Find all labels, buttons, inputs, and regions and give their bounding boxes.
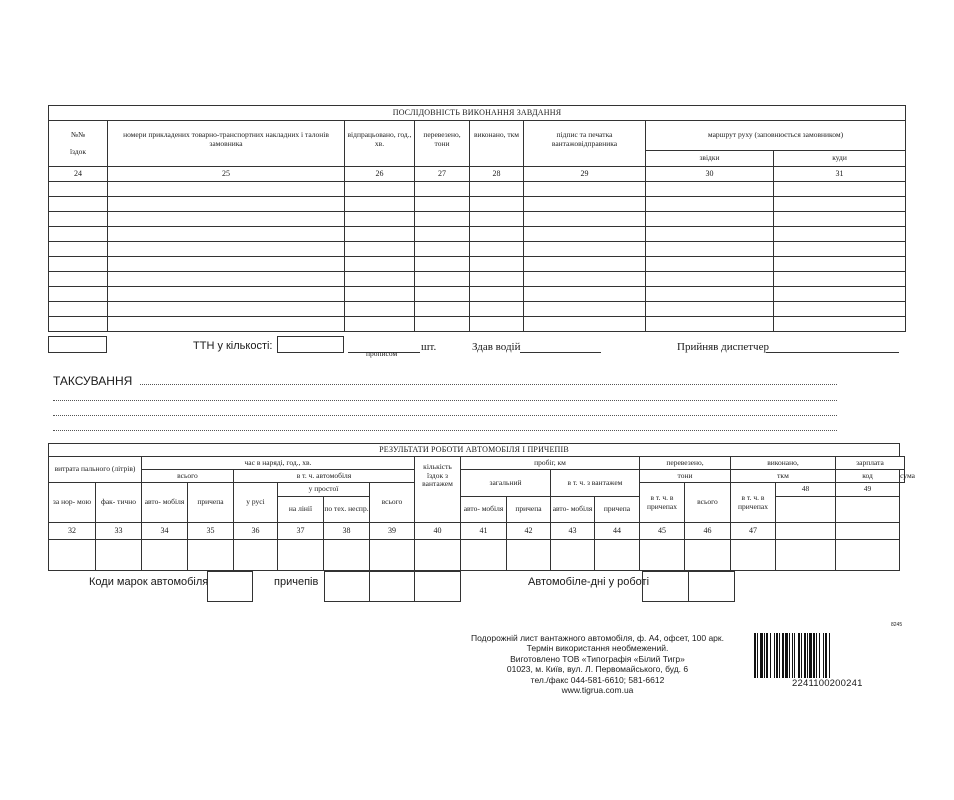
table-row[interactable] [49, 317, 906, 332]
table-row[interactable] [49, 227, 906, 242]
table-row[interactable] [49, 287, 906, 302]
col-number: 37 [278, 523, 324, 540]
col-number: 43 [551, 523, 595, 540]
col-number: 36 [234, 523, 278, 540]
table-row[interactable] [49, 302, 906, 317]
done-header: виконано, [731, 457, 836, 470]
footer-line-5: тел./факс 044-581-6610; 581-6612 [530, 674, 665, 685]
code-header: код [836, 470, 900, 483]
footer-line-2: Термін використання необмежений. [526, 643, 669, 654]
form-code: 8245 [891, 622, 903, 628]
incl-auto-header: в т. ч. автомобіля [234, 470, 415, 483]
ttn-pcs-label: шт. [421, 341, 437, 353]
taxation-line-1[interactable] [140, 384, 837, 385]
trips-loaded-header: кількість їздок з вантажем [415, 457, 461, 523]
col-trip-label-2: їздок [69, 146, 87, 156]
codes-label: Коди марок автомобіля [89, 576, 209, 588]
table-row[interactable] [49, 242, 906, 257]
table-row[interactable] [49, 272, 906, 287]
col-number: 44 [595, 523, 640, 540]
fuel-header: витрата пального (літрів) [49, 457, 142, 483]
col-trip-header [49, 121, 108, 167]
table-row[interactable] [49, 182, 906, 197]
general-mileage-header: загальний [461, 470, 551, 497]
col-number: 33 [96, 523, 142, 540]
task-sequence-table [48, 105, 906, 332]
days-box-2[interactable] [688, 571, 735, 602]
table-row[interactable] [49, 197, 906, 212]
time-auto-header: авто- мобіля [142, 483, 188, 523]
col-number: 30 [646, 167, 774, 182]
results-entry-row[interactable] [49, 540, 905, 571]
tech-header: по тех. неспр. [324, 497, 370, 523]
col-number: 29 [524, 167, 646, 182]
table-row[interactable] [49, 257, 906, 272]
tons-header: тони [640, 470, 731, 483]
col-number: 34 [142, 523, 188, 540]
salary-sum-cell[interactable] [836, 497, 900, 523]
barcode-number: 2241100200241 [792, 678, 863, 689]
col-number: 24 [49, 167, 108, 182]
moving-header: у русі [234, 483, 278, 523]
idle-header: у простої [278, 483, 370, 497]
col-signature-header: підпис та печатка вантажовідправника [524, 121, 646, 167]
col-transported-header: перевезено, тони [415, 121, 470, 167]
table-row[interactable] [49, 212, 906, 227]
salary-sum-number-cell[interactable] [836, 523, 900, 540]
col-from-header: звідки [646, 151, 774, 167]
col-number: 46 [685, 523, 731, 540]
ttn-label: ТТН у кількості: [193, 340, 273, 352]
tons-all-header: всього [370, 483, 415, 523]
col-done-header: виконано, ткм [470, 121, 524, 167]
trailer-code-box-2[interactable] [369, 571, 415, 602]
col-number: 41 [461, 523, 507, 540]
auto-code-box[interactable] [207, 571, 253, 602]
total-time-header: всього [142, 470, 234, 483]
loaded-trailer-header: причепа [595, 497, 640, 523]
col-number: 42 [507, 523, 551, 540]
tkm-header: ткм [731, 470, 836, 483]
transported-header: перевезено, [640, 457, 731, 470]
days-box-1[interactable] [642, 571, 689, 602]
dispatcher-label: Прийняв диспетчер [677, 341, 769, 353]
col-to-header: куди [774, 151, 906, 167]
trailers-label: причепів [274, 576, 319, 588]
driver-signature-line[interactable] [520, 340, 601, 353]
footer-line-4: 01023, м. Київ, вул. Л. Первомайського, буд. 6 [506, 664, 689, 675]
taxation-line-4[interactable] [53, 430, 837, 431]
trailer-code-box-3[interactable] [414, 571, 461, 602]
taxation-line-3[interactable] [53, 415, 837, 416]
fuel-norm-header: за нор- мою [49, 483, 96, 523]
tons-trailers-header: в т. ч. в причепах [640, 483, 685, 523]
col-trip-label: №№ [70, 129, 86, 139]
col-number: 38 [324, 523, 370, 540]
col-number: 47 [731, 523, 776, 540]
mileage-trailer-header: причепа [507, 497, 551, 523]
col-number: 39 [370, 523, 415, 540]
results-title: РЕЗУЛЬТАТИ РОБОТИ АВТОМОБІЛЯ І ПРИЧЕПІВ [49, 444, 900, 457]
driver-label: Здав водій [472, 341, 521, 353]
sum-header: сума [900, 470, 905, 483]
col-49: 49 [836, 483, 900, 497]
tkm-all-header: всього [685, 483, 731, 523]
col-worked-header: відпрацьовано, год., хв. [345, 121, 415, 167]
ttn-count-box[interactable] [277, 336, 344, 353]
fuel-actual-header: фак- тично [96, 483, 142, 523]
time-header: час в наряді, год., хв. [142, 457, 415, 470]
tkm-trailers-header: в т. ч. в причепах [731, 483, 776, 523]
salary-header: зарплата [836, 457, 905, 470]
mileage-auto-header: авто- мобіля [461, 497, 507, 523]
ttn-words-label: прописом [366, 349, 398, 358]
col-number: 26 [345, 167, 415, 182]
ttn-first-box[interactable] [48, 336, 107, 353]
time-trailer-header: причепа [188, 483, 234, 523]
col-number: 35 [188, 523, 234, 540]
task-sequence-title: ПОСЛІДОВНІСТЬ ВИКОНАННЯ ЗАВДАННЯ [49, 106, 906, 121]
col-number: 25 [108, 167, 345, 182]
taxation-line-2[interactable] [53, 400, 837, 401]
col-number: 28 [470, 167, 524, 182]
col-number: 27 [415, 167, 470, 182]
col-number: 45 [640, 523, 685, 540]
col-route-header: маршрут руху (заповнюється замовником) [646, 121, 906, 151]
results-table [48, 443, 915, 571]
on-line-header: на лінії [278, 497, 324, 523]
col-number: 32 [49, 523, 96, 540]
salary-code-cell[interactable] [776, 497, 836, 523]
footer-line-3: Виготовлено ТОВ «Типографія «Білий Тигр» [510, 653, 685, 664]
footer-line-6: www.tigrua.com.ua [561, 685, 634, 696]
taxation-label: ТАКСУВАННЯ [53, 374, 133, 388]
footer-line-1: Подорожній лист вантажного автомобіля, ф. А4, офсет, 100 арк. [471, 633, 724, 643]
barcode-icon [754, 633, 862, 678]
col-48: 48 [776, 483, 836, 497]
mileage-header: пробіг, км [461, 457, 640, 470]
incl-loaded-header: в т. ч. з вантажем [551, 470, 640, 497]
salary-code-number-cell[interactable] [776, 523, 836, 540]
col-number: 31 [774, 167, 906, 182]
trailer-code-box-1[interactable] [324, 571, 370, 602]
days-label: Автомобіле-дні у роботі [528, 576, 650, 588]
col-invoices-header: номери прикладених товарно-транспортних накладних і талонів замовника [108, 121, 345, 167]
task-rows[interactable] [49, 182, 906, 332]
publisher-info [440, 633, 755, 695]
col-number: 40 [415, 523, 461, 540]
dispatcher-signature-line[interactable] [766, 340, 899, 353]
loaded-auto-header: авто- мобіля [551, 497, 595, 523]
